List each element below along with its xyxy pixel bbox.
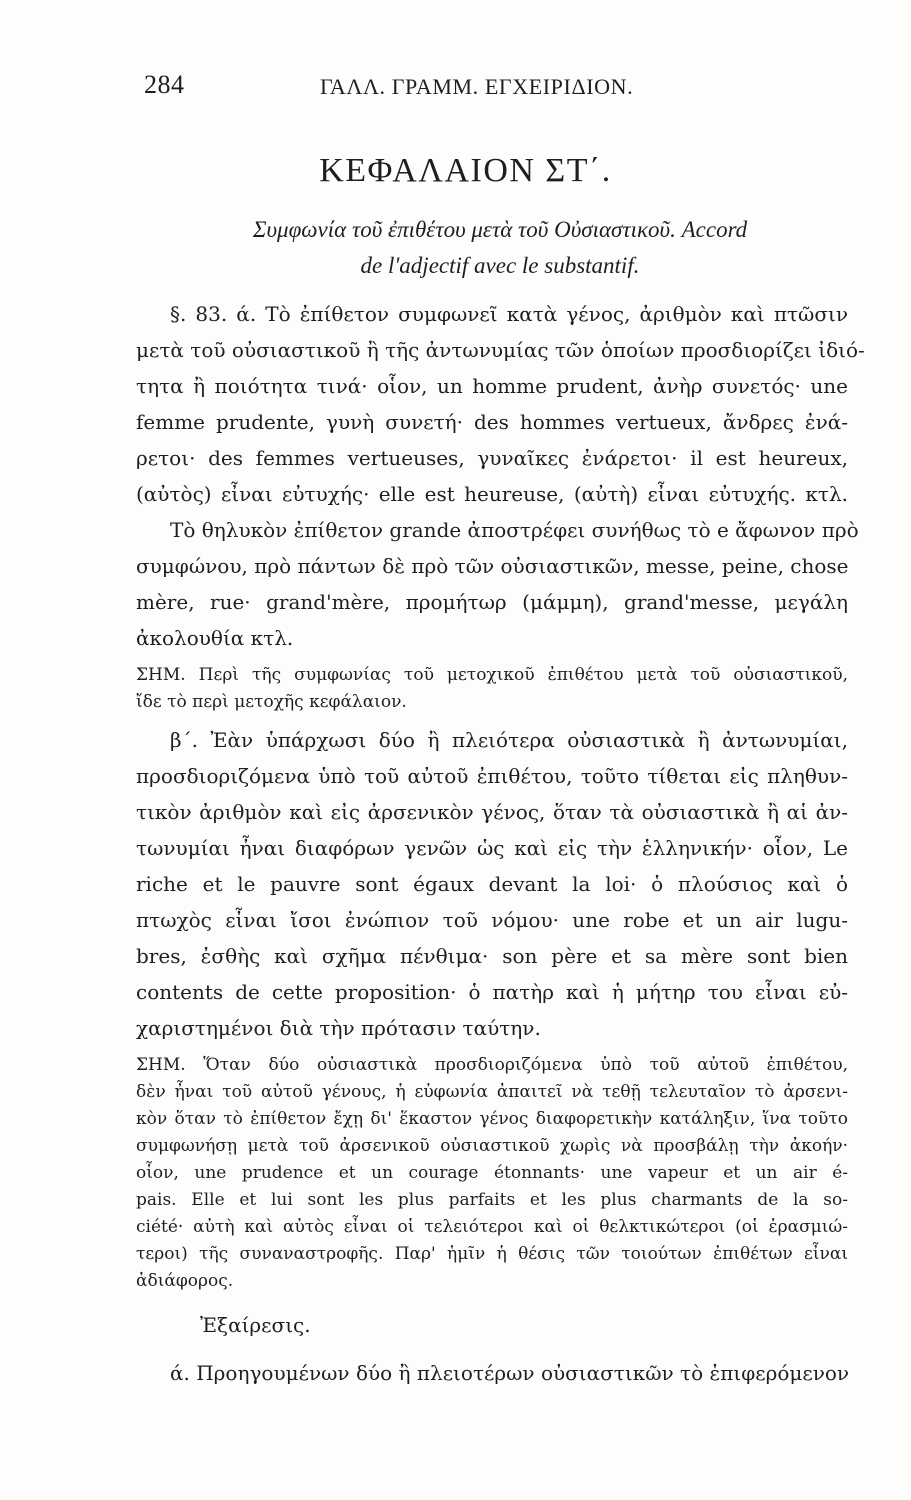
text-line: Τὸ θηλυκὸν ἐπίθετον grande ἀποστρέφει συνήθως τὸ e ἄφωνον πρὸ: [170, 518, 859, 542]
note-line: δὲν ἦναι τοῦ αὐτοῦ γένους, ἡ εὐφωνία ἀπαιτεῖ νὰ τεθῇ τελευταῖον τὸ ἀρσενι-: [136, 1082, 848, 1102]
text-line: β΄. Ἐὰν ὑπάρχωσι δύο ἢ πλειότερα οὐσιαστικὰ ἢ ἀντωνυμίαι,: [170, 728, 848, 752]
note-line: συμφωνήσῃ μετὰ τοῦ ἀρσενικοῦ οὐσιαστικοῦ χωρὶς νὰ προσβάλῃ τὴν ἀκοήν·: [136, 1136, 848, 1156]
subtitle-line: Συμφωνία τοῦ ἐπιθέτου μετὰ τοῦ Οὐσιαστικοῦ. Accord: [252, 217, 748, 242]
note-line: ciété· αὐτὴ καὶ αὐτὸς εἶναι οἱ τελειότεροι καὶ οἱ θελκτικώτεροι (οἱ ἐρασμιώ-: [136, 1217, 848, 1237]
note-line: ΣΗΜ. Περὶ τῆς συμφωνίας τοῦ μετοχικοῦ ἐπιθέτου μετὰ τοῦ οὐσιαστικοῦ,: [136, 665, 848, 685]
text-line: τητα ἢ ποιότητα τινά· οἷον, un homme prudent, ἀνὴρ συνετός· une: [136, 374, 848, 398]
text-line: bres, ἐσθὴς καὶ σχῆμα πένθιμα· son père et sa mère sont bien: [136, 944, 848, 968]
text-line: (αὐτὸς) εἶναι εὐτυχής· elle est heureuse, (αὐτὴ) εἶναι εὐτυχής. κτλ.: [136, 482, 848, 506]
text-line: contents de cette proposition· ὁ πατὴρ καὶ ἡ μήτηρ του εἶναι εὐ-: [136, 980, 848, 1004]
text-line: προσδιοριζόμενα ὑπὸ τοῦ αὐτοῦ ἐπιθέτου, τοῦτο τίθεται εἰς πληθυν-: [136, 764, 848, 788]
chapter-subtitle: [150, 212, 850, 284]
text-line: τωνυμίαι ἦναι διαφόρων γενῶν ὡς καὶ εἰς τὴν ἑλληνικήν· οἷον, Le: [136, 836, 848, 860]
note-line: τεροι) τῆς συναναστροφῆς. Παρ' ἡμῖν ἡ θέσις τῶν τοιούτων ἐπιθέτων εἶναι: [136, 1244, 848, 1264]
subtitle-line: de l'adjectif avec le substantif.: [360, 253, 640, 278]
note-line: οἷον, une prudence et un courage étonnants· une vapeur et un air é-: [136, 1163, 848, 1183]
text-line: femme prudente, γυνὴ συνετή· des hommes vertueux, ἄνδρες ἐνά-: [136, 410, 848, 434]
body-text: [136, 296, 865, 1391]
text-line: ἀκολουθία κτλ.: [136, 626, 294, 650]
note-line: ΣΗΜ. Ὅταν δύο οὐσιαστικὰ προσδιοριζόμενα ὑπὸ τοῦ αὐτοῦ ἐπιθέτου,: [136, 1055, 848, 1075]
note-line: ἴδε τὸ περὶ μετοχῆς κεφάλαιον.: [136, 692, 407, 712]
note-line: κὸν ὅταν τὸ ἐπίθετον ἔχῃ δι' ἕκαστον γένος διαφορετικὴν κατάληξιν, ἵνα τοῦτο: [136, 1109, 848, 1129]
note-line: pais. Elle et lui sont les plus parfaits et les plus charmants de la so-: [136, 1190, 848, 1210]
chapter-title: ΚΕΦΑΛΑΙΟΝ ΣΤ΄.: [319, 152, 612, 189]
text-line: ρετοι· des femmes vertueuses, γυναῖκες ἐνάρετοι· il est heureux,: [136, 446, 848, 470]
running-title: ΓΑΛΛ. ΓΡΑΜΜ. ΕΓΧΕΙΡΙΔΙΟΝ.: [320, 74, 634, 99]
text-line: §. 83. ά. Τὸ ἐπίθετον συμφωνεῖ κατὰ γένος, ἀριθμὸν καὶ πτῶσιν: [170, 302, 848, 326]
exceptions-heading: Ἐξαίρεσις.: [200, 1313, 311, 1337]
text-line: συμφώνου, πρὸ πάντων δὲ πρὸ τῶν οὐσιαστικῶν, messe, peine, chose: [136, 554, 849, 578]
text-line: riche et le pauvre sont égaux devant la loi· ὁ πλούσιος καὶ ὁ: [136, 872, 848, 896]
text-line: πτωχὸς εἶναι ἴσοι ἐνώπιον τοῦ νόμου· une robe et un air lugu-: [136, 908, 848, 932]
text-line: ά. Προηγουμένων δύο ἢ πλειοτέρων οὐσιαστικῶν τὸ ἐπιφερόμενον: [170, 1361, 850, 1385]
text-line: mère, rue· grand'mère, προμήτωρ (μάμμη), grand'messe, μεγάλη: [136, 590, 848, 614]
note-line: ἀδιάφορος.: [136, 1271, 234, 1291]
text-line: τικὸν ἀριθμὸν καὶ εἰς ἀρσενικὸν γένος, ὅταν τὰ οὐσιαστικὰ ἢ αἱ ἀν-: [136, 800, 848, 824]
page-header: [140, 70, 860, 110]
page-number: 284: [144, 70, 185, 99]
text-line: χαριστημένοι διὰ τὴν πρότασιν ταύτην.: [136, 1016, 541, 1040]
text-line: μετὰ τοῦ οὐσιαστικοῦ ἢ τῆς ἀντωνυμίας τῶν ὁποίων προσδιορίζει ἰδιό-: [136, 338, 865, 362]
